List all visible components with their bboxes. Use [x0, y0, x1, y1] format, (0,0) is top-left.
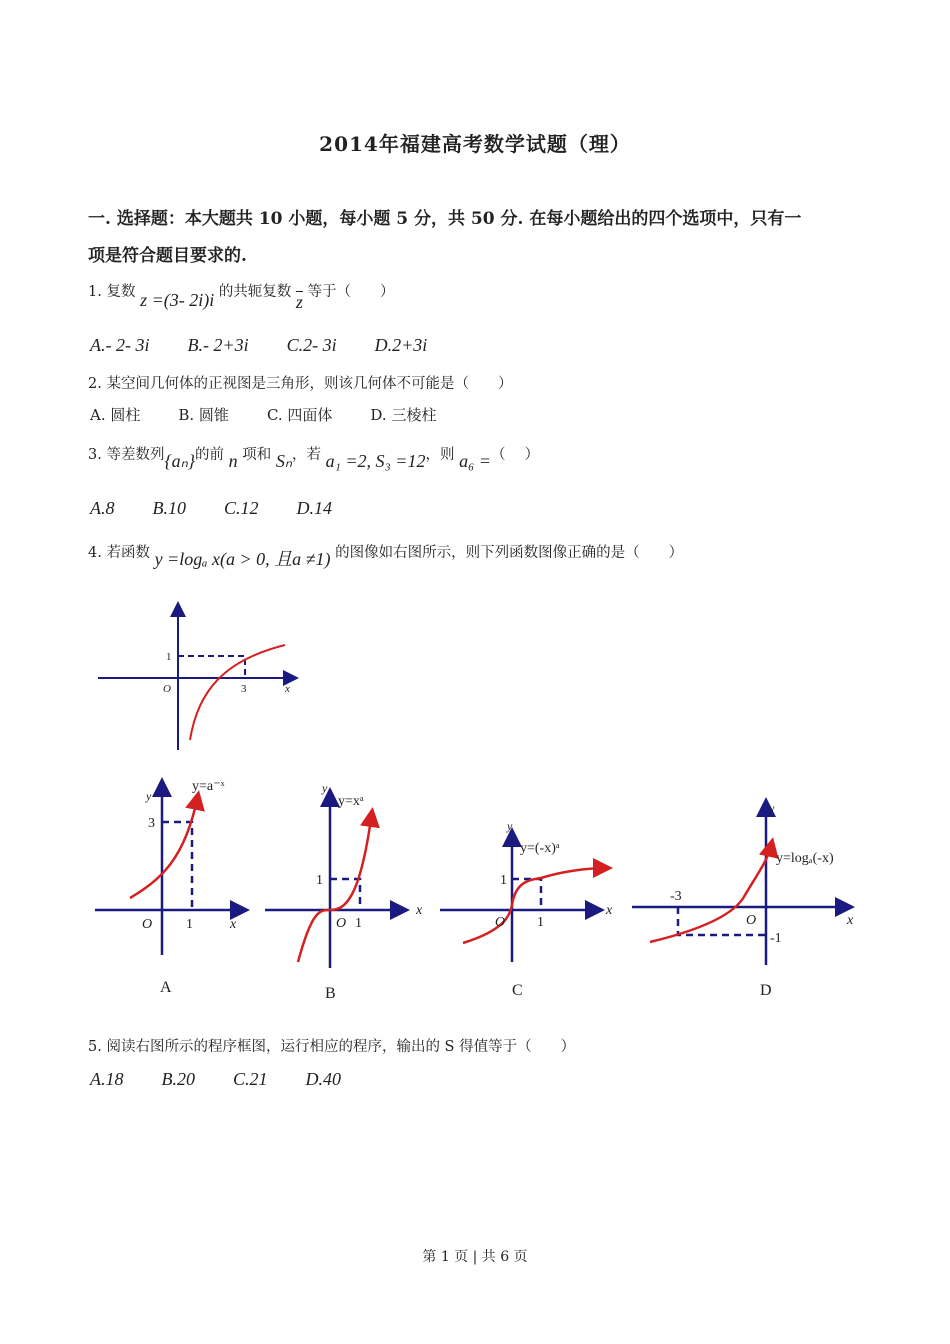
graph-c-func: y=(-x)ᵃ: [520, 841, 560, 856]
q1-option-d: D.2+3i: [374, 335, 428, 355]
q1-suffix: 等于（ ）: [307, 284, 395, 300]
q3-seq: {aₙ}: [164, 451, 196, 471]
q2-option-a: A. 圆柱: [90, 406, 141, 424]
graph-b-func: y=xᵃ: [338, 794, 364, 809]
curve-c: [463, 868, 608, 943]
q3-text: ，若: [292, 447, 322, 463]
section-header-line2: 项是符合题目要求的.: [88, 246, 247, 266]
q3-option-d: D.14: [296, 498, 333, 518]
tick-x: 1: [537, 915, 544, 930]
q4-prefix: 4. 若函数: [88, 545, 150, 561]
graph-a-label: A: [160, 979, 172, 996]
x-label: x: [285, 683, 290, 695]
graph-c-label: C: [512, 982, 523, 999]
q5-option-c: C.21: [233, 1069, 268, 1089]
tick-y: -1: [770, 931, 782, 946]
q3-option-a: A.8: [90, 498, 115, 518]
origin-label: O: [746, 913, 757, 928]
q3-paren: （ ）: [490, 447, 540, 463]
tick-x: 1: [355, 916, 362, 931]
tick-y: 1: [316, 873, 323, 888]
guide-dashes: [178, 656, 245, 678]
q2-option-b: B. 圆锥: [178, 406, 229, 424]
y-label: y: [322, 781, 328, 795]
graph-b: [265, 792, 405, 968]
x-label: x: [230, 917, 237, 932]
q4-suffix: 的图像如右图所示，则下列函数图像正确的是（ ）: [335, 545, 684, 561]
q2-option-c: C. 四面体: [266, 406, 333, 424]
q3-option-c: C.12: [224, 498, 259, 518]
tick-x: 1: [186, 917, 193, 932]
tick-1: 1: [166, 651, 172, 663]
graph-a-func: y=a⁻ˣ: [192, 779, 225, 794]
q1-option-b: B.- 2+3i: [187, 335, 249, 355]
q3-prefix: 3. 等差数列: [88, 447, 165, 463]
q5-option-d: D.40: [305, 1069, 342, 1089]
graph-d-func: y=logₐ(-x): [776, 851, 834, 866]
q3-option-b: B.10: [152, 498, 186, 518]
q5-options: [90, 1069, 379, 1090]
tick-y: 1: [500, 873, 507, 888]
y-label: y: [769, 801, 775, 815]
graph-d: [632, 802, 850, 965]
y-label: y: [507, 819, 513, 833]
q2-option-d: D. 三棱柱: [370, 406, 437, 424]
tick-3: 3: [241, 683, 247, 695]
q5-option-b: B.20: [161, 1069, 195, 1089]
question-2: 2. 某空间几何体的正视图是三角形，则该几何体不可能是（ ）: [88, 376, 513, 392]
q3-n: n: [228, 451, 238, 471]
q5-option-a: A.18: [90, 1069, 124, 1089]
y-label: y: [146, 789, 152, 803]
q1-zbar: $\overline{z}$: [295, 292, 303, 312]
section-header-line1: 一. 选择题：本大题共 10 小题，每小题 5 分，共 50 分. 在每小题给出的四个选项中，只有一: [88, 209, 802, 229]
origin-label: O: [142, 917, 153, 932]
page-footer: 第 1 页 | 共 6 页: [422, 1249, 528, 1265]
q1-option-a: A.- 2- 3i: [90, 335, 150, 355]
graph-a: [95, 782, 245, 955]
tick-x: -3: [670, 889, 682, 904]
question-5: 5. 阅读右图所示的程序框图，运行相应的程序，输出的 S 得值等于（ ）: [88, 1039, 576, 1055]
curve-a: [130, 795, 198, 898]
page-title: 2014年福建高考数学试题（理）: [319, 132, 631, 156]
graph-b-label: B: [325, 985, 336, 1002]
q1-formula: z =(3- 2i)i: [140, 290, 215, 310]
q1-prefix: 1. 复数: [88, 284, 136, 300]
origin-label: O: [336, 916, 347, 931]
q3-text: 项和: [242, 447, 272, 463]
top-log-graph: [98, 605, 295, 750]
q1-option-c: C.2- 3i: [286, 335, 337, 355]
x-label: x: [416, 903, 423, 918]
x-label: x: [606, 903, 613, 918]
q3-text: ，则: [425, 447, 455, 463]
q3-condition: a₁ =2, S₃ =12: [325, 451, 426, 471]
tick-y: 3: [148, 816, 155, 831]
origin-label: O: [163, 683, 171, 695]
q3-text: 的前: [195, 447, 225, 463]
q4-formula: y =logₐ x(a > 0, 且a ≠1): [154, 549, 331, 569]
q1-mid: 的共轭复数: [218, 284, 292, 300]
q3-a6: a₆ =: [459, 451, 491, 471]
x-label: x: [847, 913, 854, 928]
log-curve: [190, 645, 285, 740]
origin-label: O: [495, 915, 506, 930]
q3-sn: Sₙ: [275, 451, 293, 471]
graph-d-label: D: [760, 982, 772, 999]
